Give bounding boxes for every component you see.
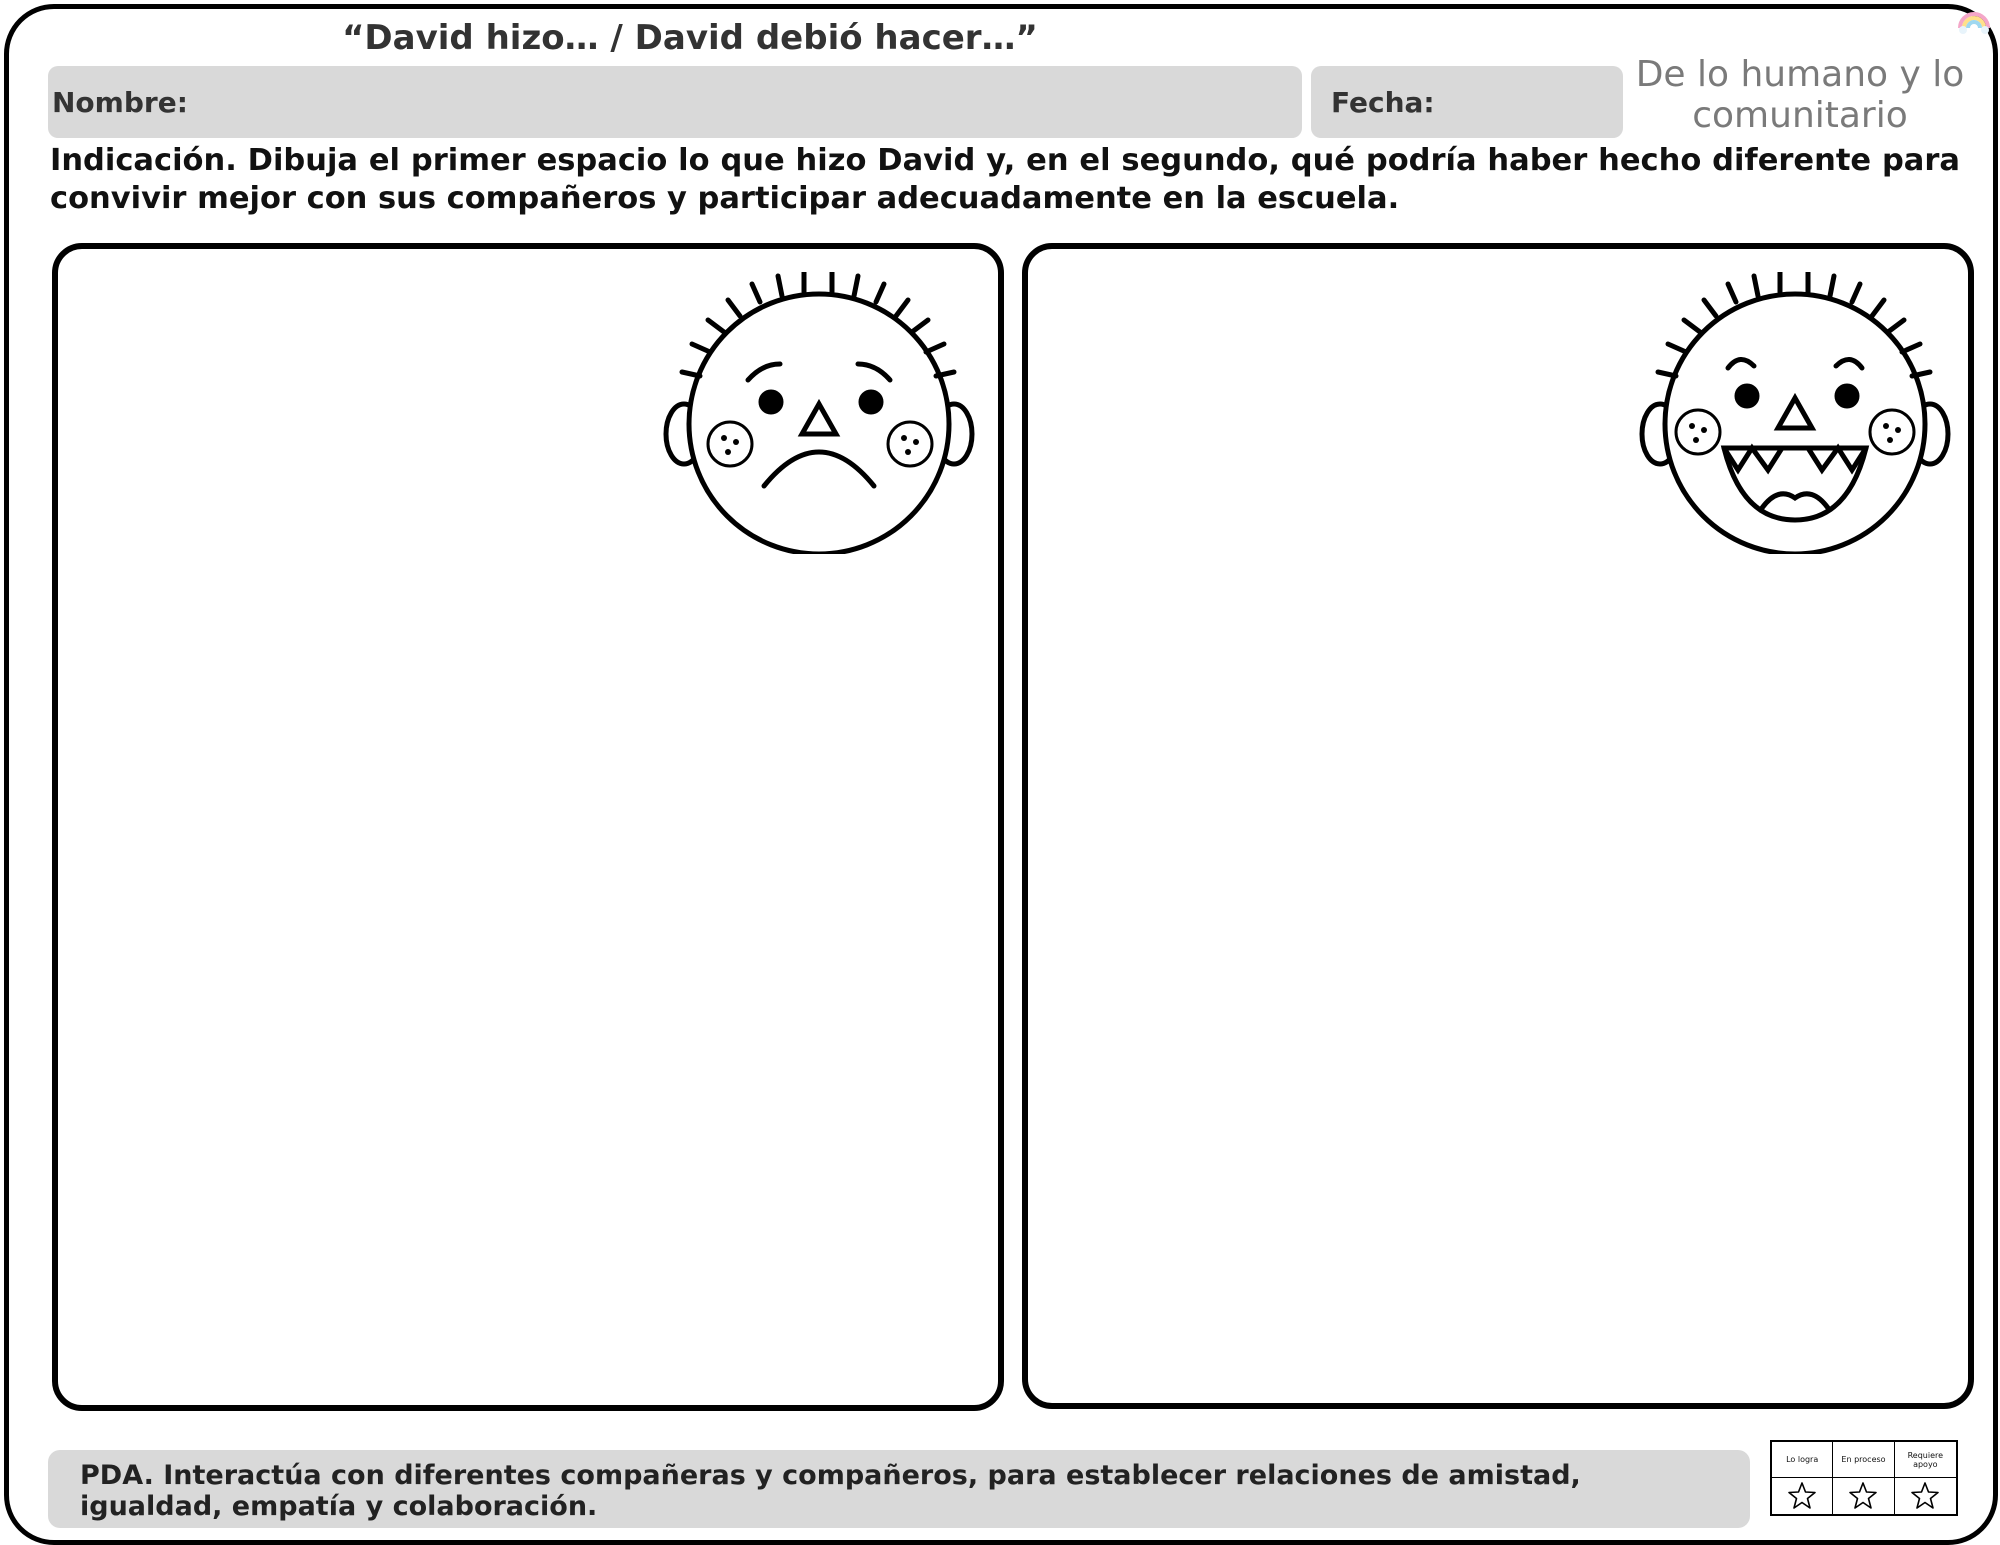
pda-learning-objective: PDA. Interactúa con diferentes compañeras y compañeros, para establecer relaciones de amistad, igualdad, empatía y colaboración.	[48, 1450, 1750, 1528]
worksheet-title: “David hizo… / David debió hacer…”	[342, 18, 1038, 58]
name-label: Nombre:	[52, 85, 188, 119]
star-outline-icon[interactable]	[1833, 1478, 1894, 1514]
rubric-header-requiere-apoyo: Requiere apoyo	[1895, 1442, 1956, 1478]
star-outline-icon[interactable]	[1895, 1478, 1956, 1514]
evaluation-rubric	[1770, 1440, 1958, 1516]
subject-area: De lo humano y lo comunitario	[1635, 54, 1965, 136]
instruction-text: Indicación. Dibuja el primer espacio lo que hizo David y, en el segundo, qué podría haber hecho diferente para convivir mejor con sus compañeros y participar adecuadamente en la escuela.	[50, 143, 1960, 216]
rubric-header-lo-logra: Lo logra	[1772, 1442, 1833, 1478]
date-label: Fecha:	[1331, 85, 1435, 119]
rubric-header-en-proceso: En proceso	[1833, 1442, 1894, 1478]
name-field[interactable]	[48, 66, 1302, 138]
happy-face-icon	[1628, 272, 1962, 554]
rainbow-logo	[1954, 4, 1994, 44]
star-outline-icon[interactable]	[1772, 1478, 1833, 1514]
date-field[interactable]	[1311, 66, 1623, 138]
sad-face-icon	[652, 272, 986, 554]
